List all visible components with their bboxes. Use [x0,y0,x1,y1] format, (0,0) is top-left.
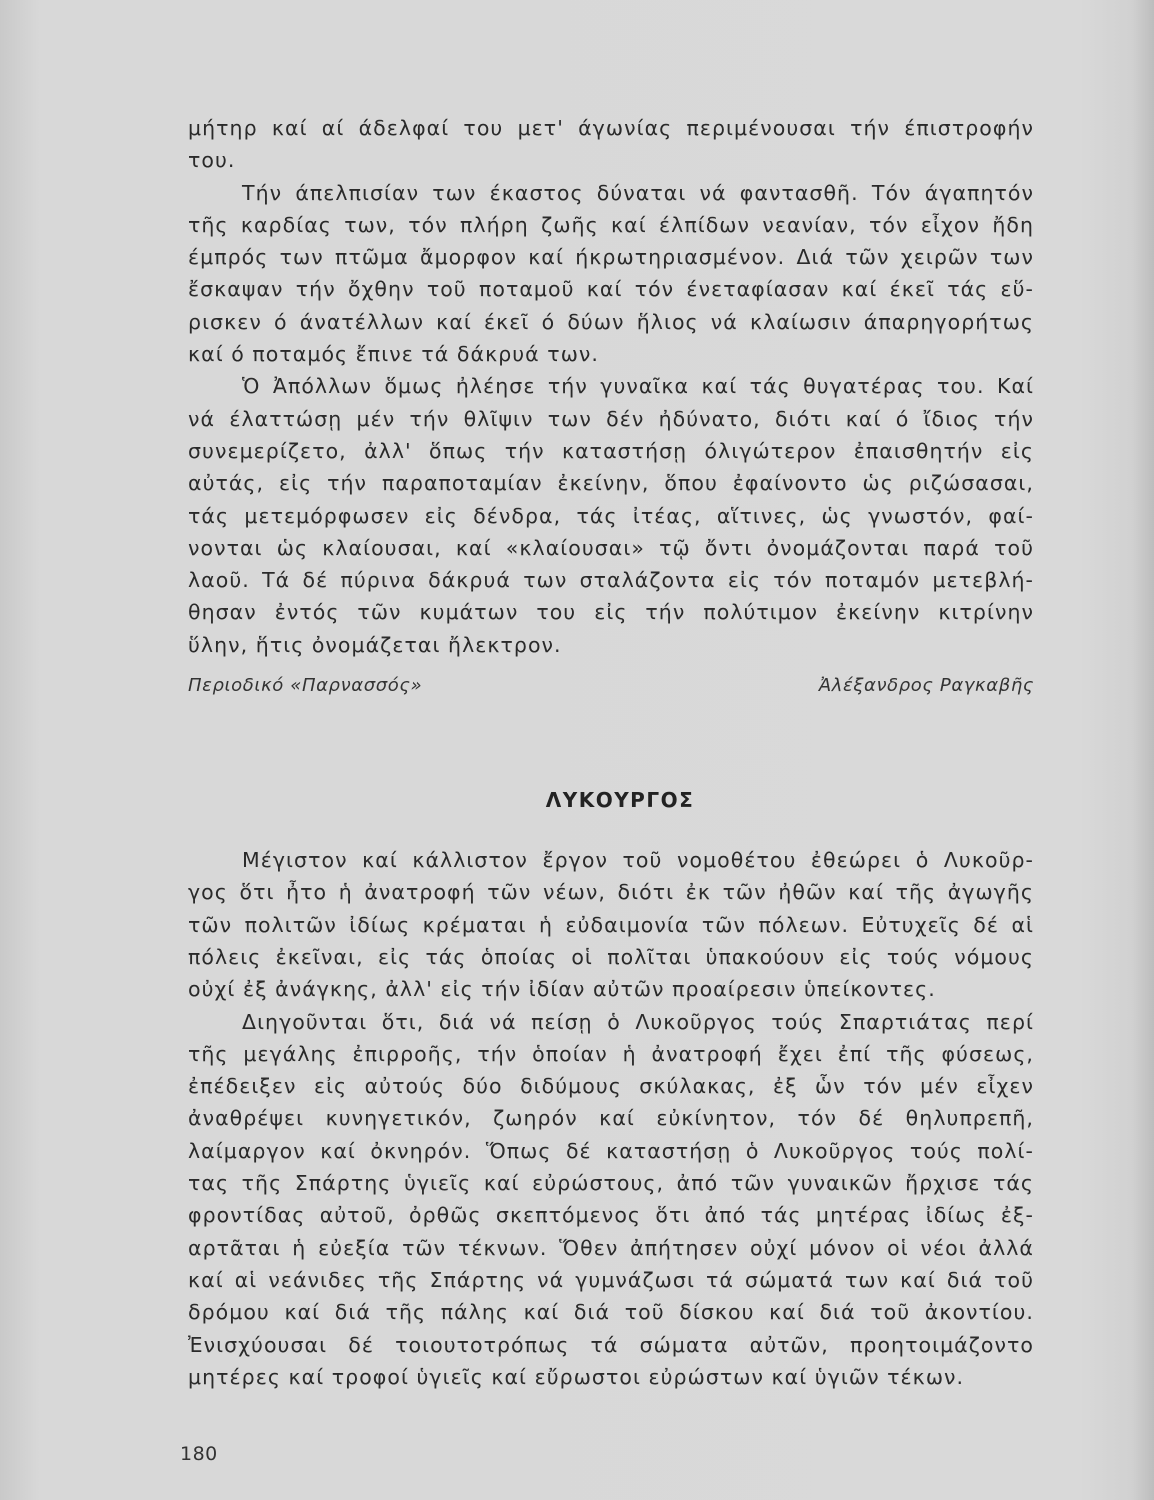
text-line: καί ό ποταμός ἔπινε τά δάκρυά των. [188,342,599,367]
text-line: έμπρός των πτῶμα ἄμορφον καί ήκρωτηριασμένον. Διά τῶν χειρῶν των [188,245,1034,270]
text-line: ἀναθρέψει κυνηγετικόν, ζωηρόν καί εὐκίνητον, τόν δέ θηλυπρεπῆ, [188,1106,1034,1131]
text-line: τῆς καρδίας των, τόν πλήρη ζωῆς καί έλπίδων νεανίαν, τόν εἶχον ἤδη [188,212,1034,237]
section-paragraph [188,844,1034,1005]
text-line: μητέρες καί τροφοί ὑγιεῖς καί εὔρωστοι εὐρώστων καί ὑγιῶν τέκων. [188,1364,965,1389]
text-line: θησαν ἐντός τῶν κυμάτων του εἰς τήν πολύτιμον ἐκείνην κιτρίνην [188,600,1034,625]
text-line: γος ὅτι ἦτο ἡ ἀνατροφή τῶν νέων, διότι ἐκ τῶν ἠθῶν καί τῆς ἀγωγῆς [188,880,1034,905]
text-line: ρισκεν ό άνατέλλων καί έκεῖ ό δύων ἥλιος νά κλαίωσιν άπαρηγορήτως [188,309,1034,334]
text-line: ἔσκαψαν τήν ὄχθην τοῦ ποταμοῦ καί τόν ένεταφίασαν καί έκεῖ τάς εὕ- [188,277,1034,302]
text-line: τῶν πολιτῶν ἰδίως κρέμαται ἡ εὐδαιμονία τῶν πόλεων. Εὐτυχεῖς δέ αἱ [188,912,1034,937]
text-line: αρτᾶται ἡ εὐεξία τῶν τέκνων. Ὅθεν ἀπήτησεν οὐχί μόνον οἱ νέοι ἀλλά [188,1235,1034,1260]
attribution [188,675,1034,696]
text-line: του. [188,148,236,173]
author-credit: Ἀλέξανδρος Ραγκαβῆς [818,675,1034,697]
text-line: δρόμου καί διά τῆς πάλης καί διά τοῦ δίσκου καί διά τοῦ ἀκοντίου. [188,1300,1034,1325]
section-body [188,844,1034,1393]
text-line: Τήν άπελπισίαν των έκαστος δύναται νά φαντασθῆ. Τόν άγαπητόν [242,180,1034,205]
text-line: αὐτάς, εἰς τήν παραποταμίαν ἐκείνην, ὅπου ἐφαίνοντο ὡς ριζώσασαι, [188,471,1034,496]
source-credit: Περιοδικό «Παρνασσός» [188,675,423,697]
text-line: λαοῦ. Τά δέ πύρινα δάκρυά των σταλάζοντα εἰς τόν ποταμόν μετεβλή- [188,568,1034,593]
story-paragraph [188,177,1034,371]
text-line: τας τῆς Σπάρτης ὑγιεῖς καί εὐρώστους, ἀπό τῶν γυναικῶν ἤρχισε τάς [188,1171,1034,1196]
page-number: 180 [180,1443,218,1465]
text-line: φροντίδας αὐτοῦ, ὀρθῶς σκεπτόμενος ὅτι ἀπό τάς μητέρας ἰδίως ἐξ- [188,1203,1034,1228]
section-title: ΛΥΚΟΥΡΓΟΣ [545,788,695,813]
story-paragraph [188,112,1034,177]
story-paragraph [188,370,1034,661]
text-line: Ἐνισχύουσαι δέ τοιουτοτρόπως τά σώματα αὐτῶν, προητοιμάζοντο [188,1332,1034,1357]
text-line: ἐπέδειξεν εἰς αὐτούς δύο διδύμους σκύλακας, ἐξ ὧν τόν μέν εἶχεν [188,1074,1034,1099]
text-line: λαίμαργον καί ὀκνηρόν. Ὅπως δέ καταστήσῃ ὁ Λυκοῦργος τούς πολί- [188,1138,1034,1163]
section-paragraph [188,1006,1034,1394]
text-line: μήτηρ καί αί άδελφαί του μετ' άγωνίας περιμένουσαι τήν έπιστροφήν [188,116,1034,140]
page-edge-shadow [1132,0,1154,1500]
text-line: τάς μετεμόρφωσεν εἰς δένδρα, τάς ἰτέας, αἵτινες, ὡς γνωστόν, φαί- [188,503,1034,528]
text-line: Διηγοῦνται ὅτι, διά νά πείσῃ ὁ Λυκοῦργος τούς Σπαρτιάτας περί [242,1009,1034,1034]
text-line: καί αἱ νεάνιδες τῆς Σπάρτης νά γυμνάζωσι τά σώματά των καί διά τοῦ [188,1267,1034,1292]
text-line: νά έλαττώσῃ μέν τήν θλῖψιν των δέν ἠδύνατο, διότι καί ό ἴδιος τήν [188,406,1034,431]
text-line: Ὁ Ἀπόλλων ὅμως ἠλέησε τήν γυναῖκα καί τάς θυγατέρας του. Καί [242,374,1034,399]
story-body [188,112,1034,661]
text-line: συνεμερίζετο, ἀλλ' ὅπως τήν καταστήσῃ όλιγώτερον ἐπαισθητήν εἰς [188,438,1034,463]
page-content [188,112,1034,1393]
text-line: τῆς μεγάλης ἐπιρροῆς, τήν ὁποίαν ἡ ἀνατροφή ἔχει ἐπί τῆς φύσεως, [188,1041,1034,1066]
text-line: ὕλην, ἥτις ὀνομάζεται ἤλεκτρον. [188,632,562,657]
text-line: οὐχί ἐξ ἀνάγκης, ἀλλ' εἰς τήν ἰδίαν αὐτῶν προαίρεσιν ὑπείκοντες. [188,977,936,1002]
text-line: νονται ὡς κλαίουσαι, καί «κλαίουσαι» τῷ ὄντι ὀνομάζονται παρά τοῦ [188,535,1034,560]
text-line: πόλεις ἐκεῖναι, εἰς τάς ὁποίας οἱ πολῖται ὑπακούουν εἰς τούς νόμους [188,944,1034,969]
text-line: Μέγιστον καί κάλλιστον ἔργον τοῦ νομοθέτου ἐθεώρει ὁ Λυκοῦρ- [242,848,1034,873]
